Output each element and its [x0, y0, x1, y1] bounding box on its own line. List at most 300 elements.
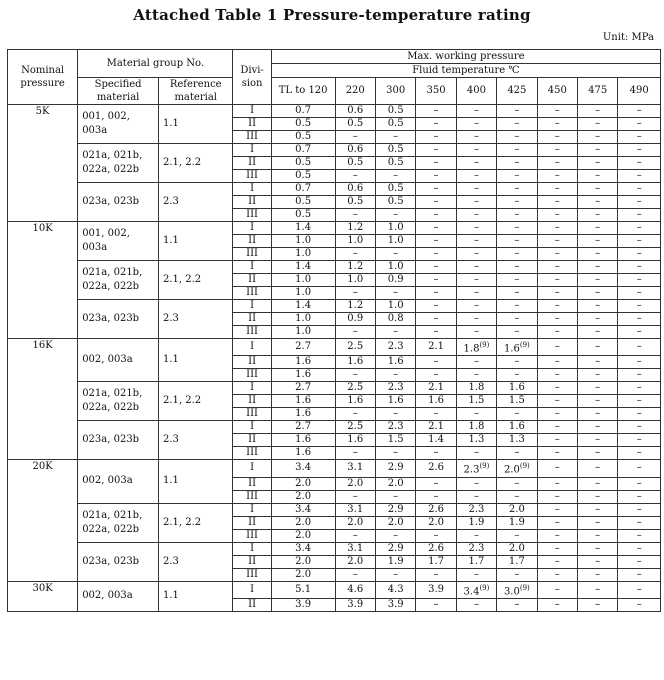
- pressure-value-cell: –: [416, 326, 456, 339]
- pressure-value-cell: 2.7: [271, 421, 335, 434]
- pressure-value-cell: –: [618, 287, 661, 300]
- pressure-value-cell: 1.7: [456, 555, 496, 568]
- pressure-value-cell: –: [618, 313, 661, 326]
- pressure-value-cell: –: [577, 568, 617, 581]
- pressure-value-cell: –: [618, 235, 661, 248]
- pressure-value-cell: –: [456, 598, 496, 611]
- pressure-value-cell: 2.0: [335, 477, 375, 490]
- pressure-value-cell: –: [335, 369, 375, 382]
- pressure-value-cell: 0.9: [335, 313, 375, 326]
- pressure-value-cell: –: [375, 287, 415, 300]
- pressure-value-cell: 0.5: [375, 105, 415, 118]
- pressure-value-cell: –: [375, 209, 415, 222]
- pressure-value-cell: –: [335, 248, 375, 261]
- division-header: Divi-sion: [233, 50, 271, 105]
- pressure-value-cell: 1.8$^{(9)}$: [456, 339, 496, 356]
- pressure-value-cell: –: [618, 581, 661, 598]
- reference-material-cell: 1.1: [159, 460, 233, 503]
- division-cell: II: [233, 118, 271, 131]
- division-cell: I: [233, 300, 271, 313]
- pressure-value-cell: 2.3: [456, 542, 496, 555]
- reference-material-cell: 2.1, 2.2: [159, 382, 233, 421]
- pressure-value-cell: –: [456, 196, 496, 209]
- pressure-value-cell: 2.0: [271, 490, 335, 503]
- pressure-value-cell: –: [577, 421, 617, 434]
- pressure-value-cell: –: [577, 131, 617, 144]
- pressure-value-cell: –: [537, 222, 577, 235]
- pressure-value-cell: –: [537, 144, 577, 157]
- pressure-value-cell: –: [618, 395, 661, 408]
- pressure-value-cell: 1.8: [456, 382, 496, 395]
- pressure-value-cell: 2.6: [416, 503, 456, 516]
- pressure-value-cell: 1.0: [335, 235, 375, 248]
- pressure-value-cell: 2.0: [271, 555, 335, 568]
- pressure-value-cell: –: [456, 222, 496, 235]
- pressure-value-cell: 2.3: [456, 503, 496, 516]
- pressure-value-cell: –: [456, 157, 496, 170]
- pressure-value-cell: 1.6: [335, 434, 375, 447]
- pressure-value-cell: –: [577, 326, 617, 339]
- pressure-value-cell: –: [416, 287, 456, 300]
- pressure-value-cell: –: [537, 356, 577, 369]
- pressure-value-cell: 2.0: [335, 516, 375, 529]
- division-cell: III: [233, 490, 271, 503]
- pressure-value-cell: –: [537, 313, 577, 326]
- pressure-value-cell: –: [497, 235, 537, 248]
- reference-material-cell: 2.1, 2.2: [159, 261, 233, 300]
- pressure-value-cell: –: [375, 248, 415, 261]
- pressure-value-cell: –: [537, 581, 577, 598]
- pressure-value-cell: –: [537, 326, 577, 339]
- pressure-value-cell: –: [577, 408, 617, 421]
- pressure-value-cell: 2.1: [416, 339, 456, 356]
- pressure-value-cell: –: [618, 326, 661, 339]
- pressure-value-cell: –: [497, 490, 537, 503]
- pressure-value-cell: –: [375, 529, 415, 542]
- table-row: [8, 460, 661, 477]
- pressure-value-cell: –: [618, 434, 661, 447]
- table-row: [8, 382, 661, 395]
- pressure-value-cell: –: [497, 313, 537, 326]
- pressure-value-cell: –: [577, 503, 617, 516]
- pressure-value-cell: 0.8: [375, 313, 415, 326]
- division-cell: III: [233, 568, 271, 581]
- pressure-value-cell: –: [537, 339, 577, 356]
- pressure-value-cell: –: [618, 209, 661, 222]
- pressure-value-cell: 2.5: [335, 382, 375, 395]
- pressure-value-cell: –: [618, 369, 661, 382]
- pressure-value-cell: –: [537, 261, 577, 274]
- pressure-value-cell: 3.4$^{(9)}$: [456, 581, 496, 598]
- pressure-value-cell: –: [416, 144, 456, 157]
- division-cell: II: [233, 313, 271, 326]
- pressure-value-cell: 0.5: [271, 170, 335, 183]
- pressure-value-cell: –: [577, 434, 617, 447]
- temp-col-2: 300: [375, 78, 415, 105]
- pressure-value-cell: –: [537, 434, 577, 447]
- pressure-value-cell: 1.6: [335, 395, 375, 408]
- pressure-value-cell: –: [577, 339, 617, 356]
- pressure-value-cell: 1.6: [271, 447, 335, 460]
- reference-material-cell: 2.1, 2.2: [159, 503, 233, 542]
- table-row: [8, 339, 661, 356]
- pressure-value-cell: –: [456, 235, 496, 248]
- pressure-value-cell: –: [537, 183, 577, 196]
- pressure-value-cell: –: [618, 183, 661, 196]
- pressure-value-cell: –: [537, 395, 577, 408]
- pressure-value-cell: 1.8: [456, 421, 496, 434]
- pressure-value-cell: –: [618, 300, 661, 313]
- pressure-value-cell: –: [456, 144, 496, 157]
- division-cell: I: [233, 105, 271, 118]
- pressure-value-cell: 5.1: [271, 581, 335, 598]
- pressure-value-cell: –: [497, 261, 537, 274]
- division-cell: II: [233, 555, 271, 568]
- division-cell: II: [233, 434, 271, 447]
- pressure-value-cell: –: [497, 369, 537, 382]
- pressure-value-cell: 1.6: [375, 356, 415, 369]
- pressure-value-cell: –: [618, 490, 661, 503]
- pressure-value-cell: –: [537, 555, 577, 568]
- pressure-value-cell: –: [577, 235, 617, 248]
- pressure-value-cell: –: [416, 170, 456, 183]
- pressure-value-cell: –: [335, 326, 375, 339]
- pressure-value-cell: 0.5: [271, 118, 335, 131]
- pressure-value-cell: 2.9: [375, 460, 415, 477]
- pressure-value-cell: 0.5: [271, 209, 335, 222]
- pressure-value-cell: –: [577, 382, 617, 395]
- pressure-value-cell: –: [456, 529, 496, 542]
- reference-material-cell: 2.3: [159, 183, 233, 222]
- pressure-value-cell: 2.3: [375, 382, 415, 395]
- nominal-pressure-cell: 30K: [8, 581, 78, 611]
- pressure-value-cell: –: [618, 144, 661, 157]
- division-cell: III: [233, 447, 271, 460]
- table-row: [8, 503, 661, 516]
- pressure-value-cell: 2.1: [416, 421, 456, 434]
- pressure-value-cell: 1.4: [416, 434, 456, 447]
- reference-material-header: Reference material: [159, 78, 233, 105]
- nominal-pressure-cell: 10K: [8, 222, 78, 339]
- pressure-value-cell: –: [577, 274, 617, 287]
- pressure-value-cell: 0.9: [375, 274, 415, 287]
- pressure-value-cell: 3.9: [271, 598, 335, 611]
- pressure-value-cell: –: [537, 287, 577, 300]
- pressure-value-cell: –: [537, 170, 577, 183]
- division-cell: III: [233, 131, 271, 144]
- pressure-value-cell: –: [577, 170, 617, 183]
- pressure-value-cell: –: [497, 300, 537, 313]
- pressure-value-cell: –: [497, 105, 537, 118]
- pressure-value-cell: –: [497, 196, 537, 209]
- division-cell: I: [233, 261, 271, 274]
- pressure-value-cell: 1.0: [271, 248, 335, 261]
- division-cell: III: [233, 248, 271, 261]
- pressure-value-cell: –: [537, 542, 577, 555]
- table-row: [8, 300, 661, 313]
- specified-material-cell: 001, 002, 003a: [78, 105, 159, 144]
- pressure-value-cell: –: [618, 477, 661, 490]
- pressure-value-cell: 2.7: [271, 382, 335, 395]
- pressure-value-cell: –: [456, 287, 496, 300]
- pressure-value-cell: 1.4: [271, 222, 335, 235]
- pressure-value-cell: –: [456, 170, 496, 183]
- pressure-value-cell: 0.5: [375, 118, 415, 131]
- pressure-value-cell: 0.7: [271, 183, 335, 196]
- pressure-value-cell: –: [618, 408, 661, 421]
- max-pressure-header: Max. working pressure: [271, 50, 660, 64]
- pressure-value-cell: –: [456, 568, 496, 581]
- pressure-value-cell: 2.3: [375, 339, 415, 356]
- pressure-value-cell: –: [375, 447, 415, 460]
- pressure-value-cell: –: [618, 447, 661, 460]
- pressure-value-cell: 2.0: [497, 542, 537, 555]
- division-cell: II: [233, 395, 271, 408]
- division-cell: I: [233, 382, 271, 395]
- pressure-value-cell: –: [456, 105, 496, 118]
- pressure-value-cell: 2.3$^{(9)}$: [456, 460, 496, 477]
- pressure-value-cell: –: [618, 170, 661, 183]
- specified-material-cell: 001, 002, 003a: [78, 222, 159, 261]
- pressure-value-cell: 1.6: [271, 369, 335, 382]
- pressure-value-cell: –: [577, 356, 617, 369]
- table-row: [8, 542, 661, 555]
- pressure-value-cell: –: [416, 222, 456, 235]
- pressure-value-cell: –: [618, 516, 661, 529]
- pressure-value-cell: 3.1: [335, 460, 375, 477]
- pressure-value-cell: –: [618, 568, 661, 581]
- pressure-value-cell: –: [416, 408, 456, 421]
- reference-material-cell: 2.3: [159, 300, 233, 339]
- pressure-value-cell: –: [537, 568, 577, 581]
- pressure-value-cell: –: [577, 598, 617, 611]
- pressure-value-cell: –: [375, 326, 415, 339]
- nominal-pressure-cell: 20K: [8, 460, 78, 581]
- pressure-value-cell: –: [497, 222, 537, 235]
- pressure-value-cell: –: [335, 287, 375, 300]
- pressure-value-cell: 1.6: [271, 395, 335, 408]
- pressure-value-cell: –: [456, 408, 496, 421]
- division-cell: II: [233, 196, 271, 209]
- pressure-value-cell: 2.6: [416, 460, 456, 477]
- pressure-value-cell: 1.0: [271, 326, 335, 339]
- table-row: [8, 261, 661, 274]
- pressure-value-cell: 1.0: [271, 274, 335, 287]
- pressure-value-cell: –: [416, 248, 456, 261]
- pressure-value-cell: 2.0: [375, 516, 415, 529]
- pressure-value-cell: –: [335, 568, 375, 581]
- pressure-value-cell: –: [618, 460, 661, 477]
- pressure-value-cell: –: [335, 408, 375, 421]
- pressure-value-cell: –: [416, 209, 456, 222]
- pressure-value-cell: 1.6: [271, 356, 335, 369]
- pressure-value-cell: –: [335, 209, 375, 222]
- pressure-value-cell: –: [456, 490, 496, 503]
- pressure-value-cell: –: [537, 408, 577, 421]
- pressure-value-cell: –: [577, 460, 617, 477]
- pressure-value-cell: –: [577, 157, 617, 170]
- pressure-value-cell: –: [577, 542, 617, 555]
- pressure-value-cell: –: [375, 170, 415, 183]
- pressure-value-cell: –: [416, 300, 456, 313]
- pressure-value-cell: –: [537, 598, 577, 611]
- pressure-value-cell: –: [618, 356, 661, 369]
- pressure-value-cell: 0.7: [271, 105, 335, 118]
- reference-material-cell: 2.1, 2.2: [159, 144, 233, 183]
- pressure-value-cell: –: [497, 287, 537, 300]
- pressure-value-cell: 1.6: [271, 408, 335, 421]
- pressure-value-cell: –: [375, 408, 415, 421]
- pressure-value-cell: –: [577, 369, 617, 382]
- pressure-value-cell: –: [456, 183, 496, 196]
- pressure-value-cell: –: [577, 183, 617, 196]
- pressure-value-cell: –: [416, 529, 456, 542]
- pressure-value-cell: 1.6: [497, 382, 537, 395]
- division-cell: I: [233, 542, 271, 555]
- division-cell: II: [233, 356, 271, 369]
- pressure-value-cell: –: [335, 131, 375, 144]
- pressure-value-cell: 1.4: [271, 261, 335, 274]
- division-cell: III: [233, 369, 271, 382]
- pressure-value-cell: –: [375, 568, 415, 581]
- division-cell: III: [233, 287, 271, 300]
- pressure-value-cell: 1.0: [375, 300, 415, 313]
- pressure-value-cell: –: [618, 503, 661, 516]
- pressure-value-cell: –: [537, 382, 577, 395]
- pressure-value-cell: –: [456, 118, 496, 131]
- pressure-value-cell: –: [618, 555, 661, 568]
- division-cell: I: [233, 460, 271, 477]
- table-row: [8, 421, 661, 434]
- pressure-value-cell: –: [618, 248, 661, 261]
- pressure-value-cell: –: [456, 326, 496, 339]
- table-row: [8, 144, 661, 157]
- pressure-value-cell: –: [577, 209, 617, 222]
- reference-material-cell: 1.1: [159, 222, 233, 261]
- division-cell: III: [233, 408, 271, 421]
- pressure-value-cell: –: [416, 105, 456, 118]
- pressure-value-cell: –: [537, 248, 577, 261]
- division-cell: I: [233, 503, 271, 516]
- pressure-value-cell: –: [577, 477, 617, 490]
- pressure-value-cell: 1.0: [271, 313, 335, 326]
- pressure-value-cell: 2.9: [375, 503, 415, 516]
- pressure-value-cell: –: [335, 490, 375, 503]
- pressure-value-cell: –: [456, 356, 496, 369]
- division-cell: II: [233, 235, 271, 248]
- pressure-value-cell: –: [577, 529, 617, 542]
- pressure-value-cell: 0.5: [335, 196, 375, 209]
- pressure-value-cell: –: [335, 170, 375, 183]
- specified-material-cell: 021a, 021b, 022a, 022b: [78, 503, 159, 542]
- pressure-value-cell: 0.6: [335, 105, 375, 118]
- pressure-value-cell: –: [456, 313, 496, 326]
- pressure-value-cell: –: [577, 581, 617, 598]
- pressure-value-cell: –: [537, 516, 577, 529]
- temp-col-1: 220: [335, 78, 375, 105]
- pressure-value-cell: –: [416, 313, 456, 326]
- pressure-value-cell: 2.0: [271, 529, 335, 542]
- pressure-value-cell: 3.0$^{(9)}$: [497, 581, 537, 598]
- pressure-value-cell: –: [618, 274, 661, 287]
- pressure-value-cell: 1.6: [497, 421, 537, 434]
- pressure-value-cell: 1.6: [271, 434, 335, 447]
- pressure-value-cell: –: [537, 490, 577, 503]
- pressure-value-cell: –: [618, 339, 661, 356]
- pressure-value-cell: –: [456, 248, 496, 261]
- specified-material-cell: 023a, 023b: [78, 421, 159, 460]
- pressure-value-cell: –: [577, 395, 617, 408]
- pressure-value-cell: –: [497, 131, 537, 144]
- pressure-value-cell: 1.3: [456, 434, 496, 447]
- pressure-value-cell: –: [618, 196, 661, 209]
- pressure-value-cell: –: [497, 477, 537, 490]
- pressure-value-cell: –: [537, 529, 577, 542]
- division-cell: II: [233, 598, 271, 611]
- pressure-value-cell: 1.3: [497, 434, 537, 447]
- pressure-value-cell: –: [416, 157, 456, 170]
- pressure-value-cell: 0.5: [271, 196, 335, 209]
- pressure-value-cell: –: [416, 196, 456, 209]
- division-cell: III: [233, 326, 271, 339]
- pressure-value-cell: 0.5: [375, 183, 415, 196]
- pressure-value-cell: –: [577, 261, 617, 274]
- pressure-value-cell: 1.2: [335, 261, 375, 274]
- pressure-value-cell: –: [497, 529, 537, 542]
- division-cell: III: [233, 170, 271, 183]
- pressure-value-cell: –: [497, 356, 537, 369]
- pressure-value-cell: 0.6: [335, 144, 375, 157]
- pressure-value-cell: 2.0: [497, 503, 537, 516]
- pressure-value-cell: –: [577, 196, 617, 209]
- pressure-value-cell: –: [537, 300, 577, 313]
- unit-label: Unit: MPa: [602, 32, 654, 43]
- pressure-value-cell: 2.0: [416, 516, 456, 529]
- pressure-value-cell: –: [577, 555, 617, 568]
- specified-material-cell: 021a, 021b, 022a, 022b: [78, 261, 159, 300]
- pressure-value-cell: –: [577, 300, 617, 313]
- pressure-value-cell: 3.1: [335, 542, 375, 555]
- pressure-value-cell: –: [456, 209, 496, 222]
- pressure-value-cell: 1.2: [335, 300, 375, 313]
- table-row: [8, 183, 661, 196]
- reference-material-cell: 2.3: [159, 421, 233, 460]
- pressure-value-cell: 1.5: [456, 395, 496, 408]
- division-cell: I: [233, 421, 271, 434]
- pressure-value-cell: –: [618, 131, 661, 144]
- pressure-value-cell: –: [618, 382, 661, 395]
- pressure-value-cell: –: [577, 248, 617, 261]
- division-cell: II: [233, 516, 271, 529]
- pressure-value-cell: –: [537, 503, 577, 516]
- pressure-value-cell: –: [456, 477, 496, 490]
- pressure-value-cell: –: [456, 131, 496, 144]
- pressure-value-cell: –: [416, 183, 456, 196]
- pressure-value-cell: –: [456, 274, 496, 287]
- pressure-value-cell: 3.9: [335, 598, 375, 611]
- pressure-value-cell: 1.7: [497, 555, 537, 568]
- specified-material-header: Specified material: [78, 78, 159, 105]
- pressure-value-cell: 1.6$^{(9)}$: [497, 339, 537, 356]
- pressure-value-cell: –: [497, 447, 537, 460]
- pressure-value-cell: 1.6: [335, 356, 375, 369]
- pressure-value-cell: –: [497, 157, 537, 170]
- pressure-value-cell: –: [375, 369, 415, 382]
- pressure-value-cell: –: [416, 568, 456, 581]
- pressure-value-cell: –: [537, 274, 577, 287]
- division-cell: I: [233, 339, 271, 356]
- division-cell: I: [233, 183, 271, 196]
